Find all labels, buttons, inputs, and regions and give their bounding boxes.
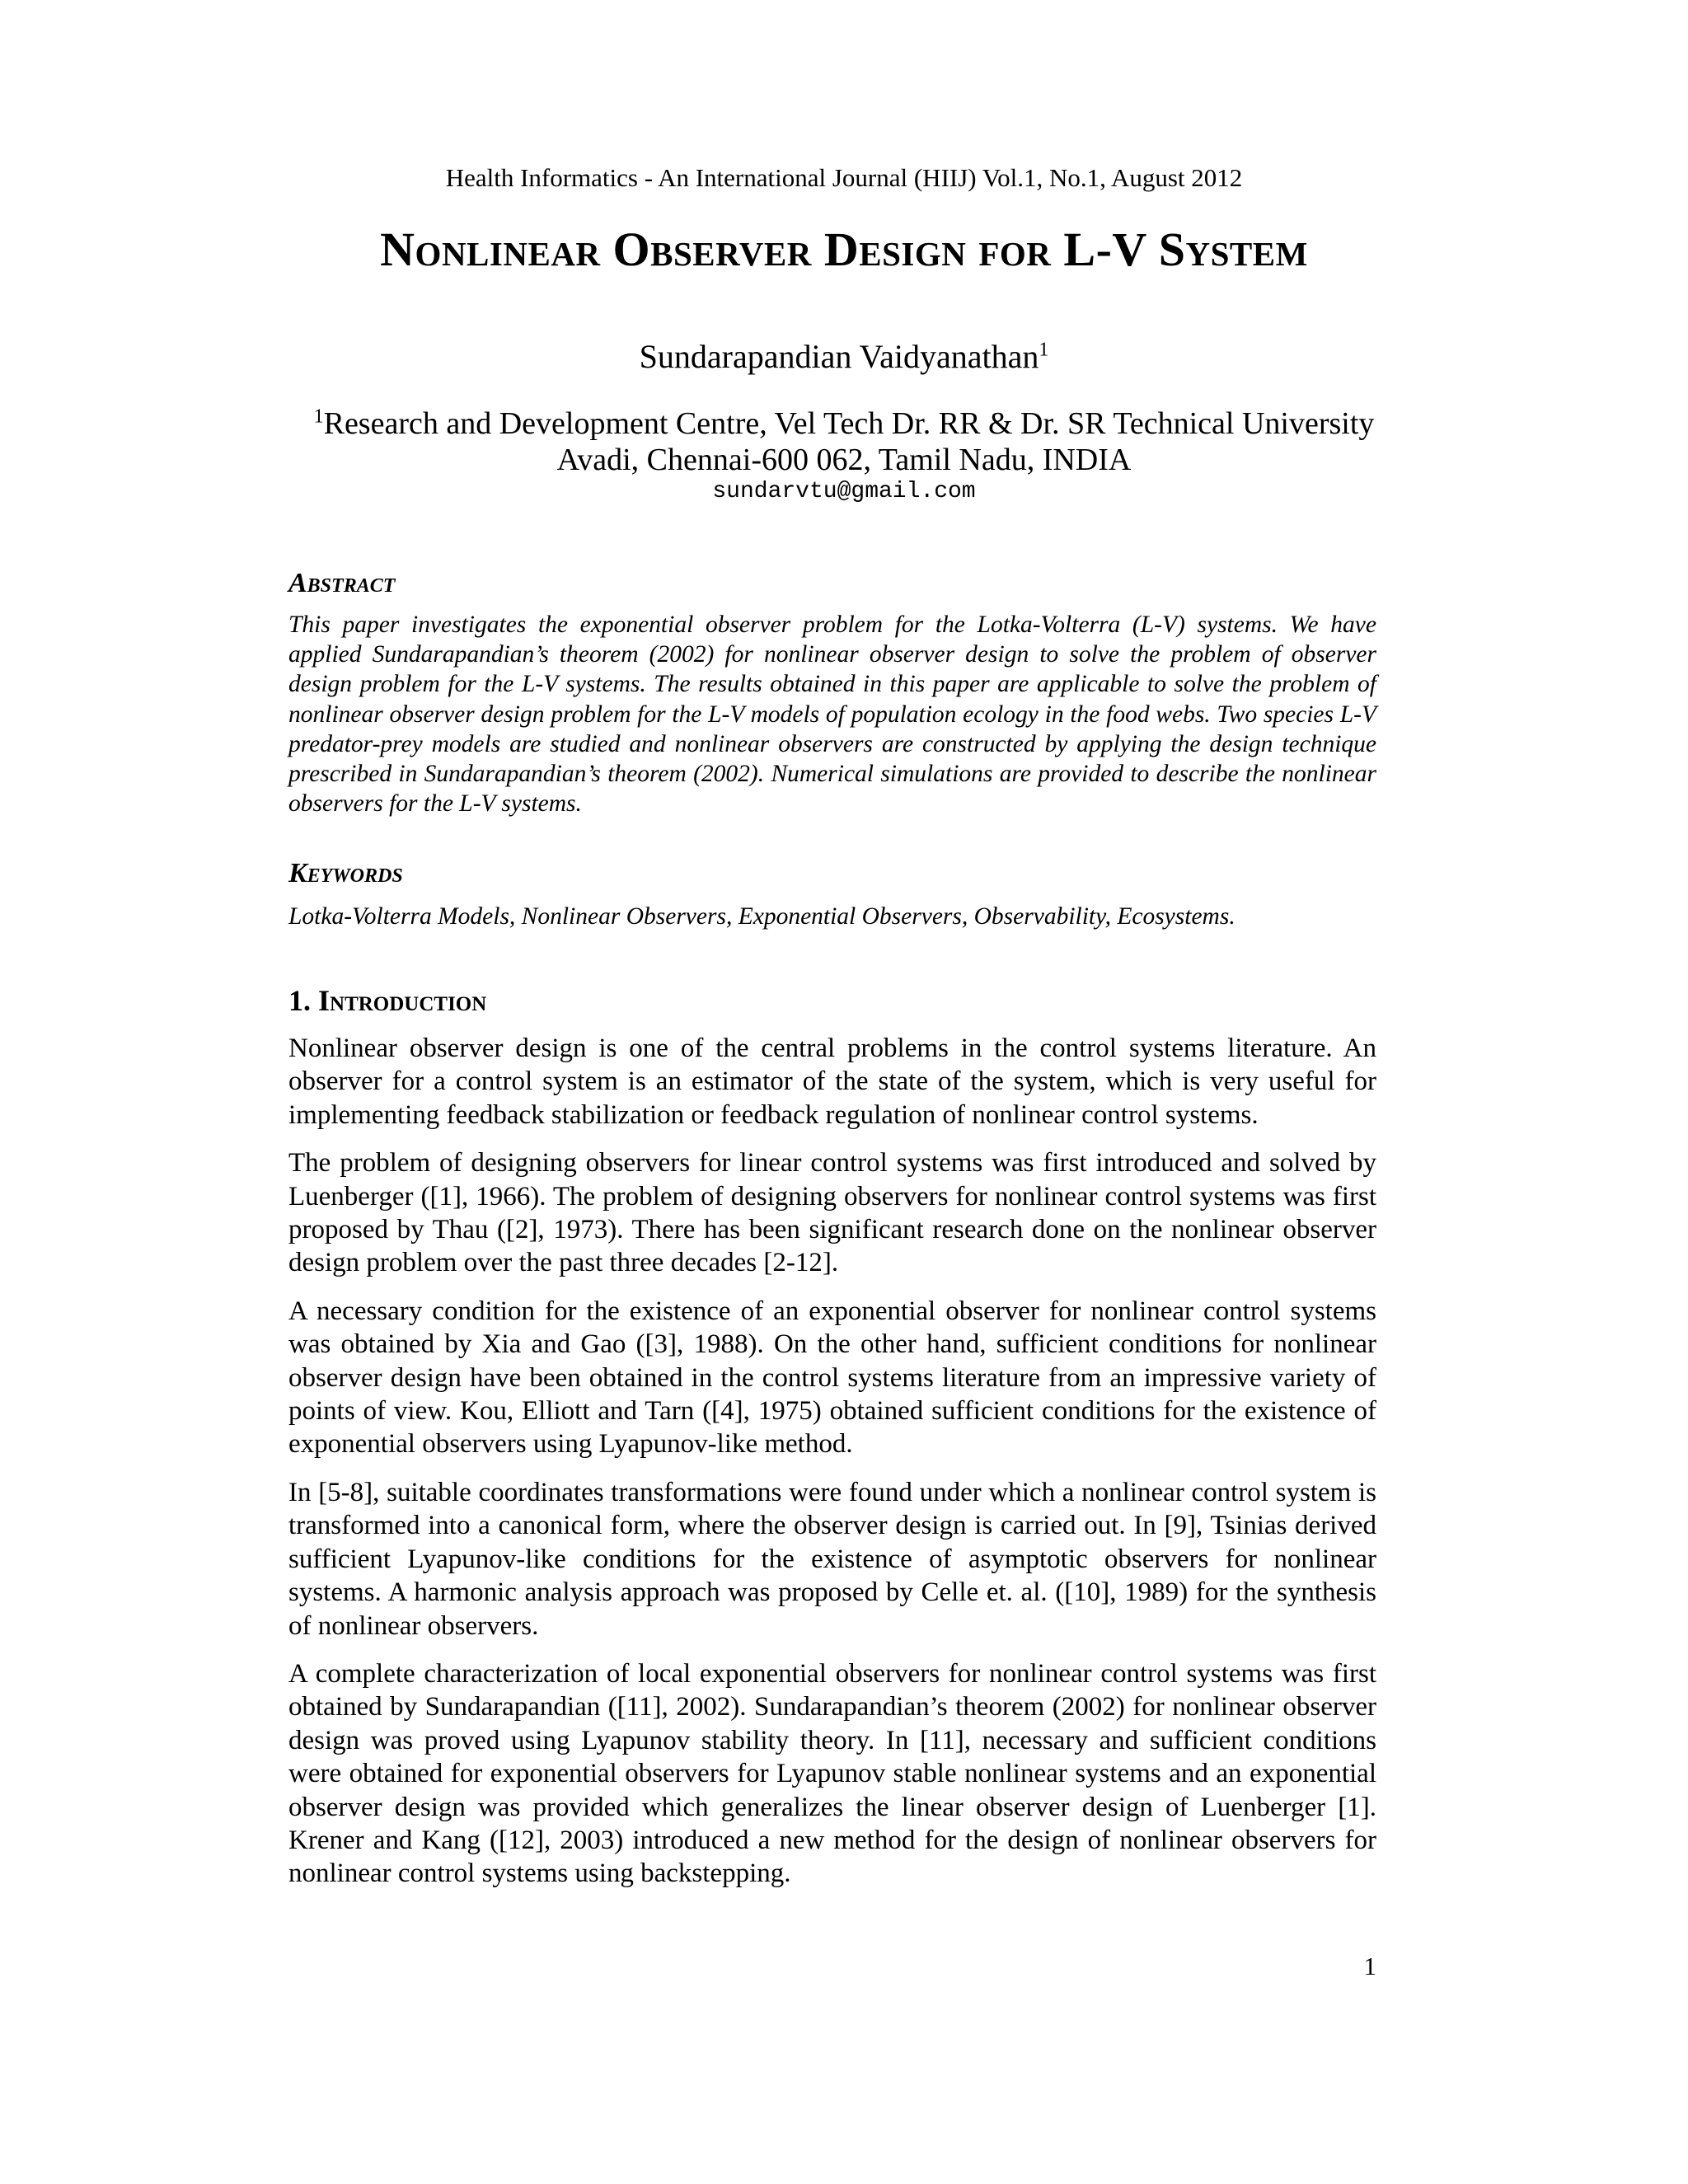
intro-paragraph-4: In [5-8], suitable coordinates transformations were found under which a nonlinear control system is transformed into a canonical form, where the observer design is carried out. In [9], Tsinias derived sufficient Lyapunov-like conditions for the existence of asymptotic observers for nonlinear systems. A harmonic analysis approach was proposed by Celle et. al. ([10], 1989) for the synthesis of nonlinear observers. [288,1477,1376,1641]
affiliation-line-2: Avadi, Chennai-600 062, Tamil Nadu, INDIA [556,443,1132,477]
introduction-body [288,1032,1376,1905]
author-name: Sundarapandian Vaidyanathan [639,338,1039,375]
abstract-heading: Abstract [288,568,396,598]
affiliation-text-1: Research and Development Centre, Vel Tech Dr. RR & Dr. SR Technical University [323,406,1375,441]
intro-paragraph-5: A complete characterization of local exponential observers for nonlinear control systems was first obtained by Sundarapandian ([11], 2002). Sundarapandian’s theorem (2002) for nonlinear observer design was proved using Lyapunov stability theory. In [11], necessary and sufficient conditions were obtained for exponential observers for Lyapunov stable nonlinear systems and an exponential observer design was provided which generalizes the linear observer design of Luenberger [1]. Krener and Kang ([12], 2003) introduced a new method for the design of nonlinear observers for nonlinear control systems using backstepping. [288,1658,1376,1889]
paper-title: Nonlinear Observer Design for L-V System [380,223,1308,276]
keywords-heading: Keywords [288,858,403,888]
intro-paragraph-1: Nonlinear observer design is one of the central problems in the control systems literature. An observer for a control system is an estimator of the state of the system, which is very useful for implementing feedback stabilization or feedback regulation of nonlinear control systems. [288,1033,1376,1130]
keywords-text: Lotka-Volterra Models, Nonlinear Observers, Exponential Observers, Observability, Ecosystems. [288,903,1236,930]
author-email[interactable]: sundarvtu@gmail.com [712,479,976,504]
affiliation-block [0,405,1688,478]
abstract-text: This paper investigates the exponential observer problem for the Lotka-Volterra (L-V) systems. We have applied Sundarapandian’s theorem (2002) for nonlinear observer design to solve the problem of observer design problem for the L-V systems. The results obtained in this paper are applicable to solve the problem of nonlinear observer design problem for the L-V models of population ecology in the food webs. Two species L-V predator-prey models are studied and nonlinear observers are constructed by applying the design technique prescribed in Sundarapandian’s theorem (2002). Numerical simulations are provided to describe the nonlinear observers for the L-V systems. [288,612,1376,818]
affiliation-line-1 [0,405,1688,442]
author-line [0,336,1688,377]
affiliation-superscript: 1 [313,405,324,428]
intro-paragraph-2: The problem of designing observers for linear control systems was first introduced and solved by Luenberger ([1], 1966). The problem of designing observers for nonlinear control systems was first proposed by Thau ([2], 1973). There has been significant research done on the nonlinear observer design problem over the past three decades [2-12]. [288,1148,1376,1278]
journal-header: Health Informatics - An International Journal (HIIJ) Vol.1, No.1, August 2012 [445,163,1243,192]
author-superscript: 1 [1039,339,1049,361]
page-number: 1 [1363,1952,1376,1980]
intro-paragraph-3: A necessary condition for the existence of an exponential observer for nonlinear control systems was obtained by Xia and Gao ([3], 1988). On the other hand, sufficient conditions for nonlinear observer design have been obtained in the control systems literature from an impressive variety of points of view. Kou, Elliott and Tarn ([4], 1975) obtained sufficient conditions for the existence of exponential observers using Lyapunov-like method. [288,1296,1376,1460]
introduction-heading: 1. Introduction [288,984,487,1017]
